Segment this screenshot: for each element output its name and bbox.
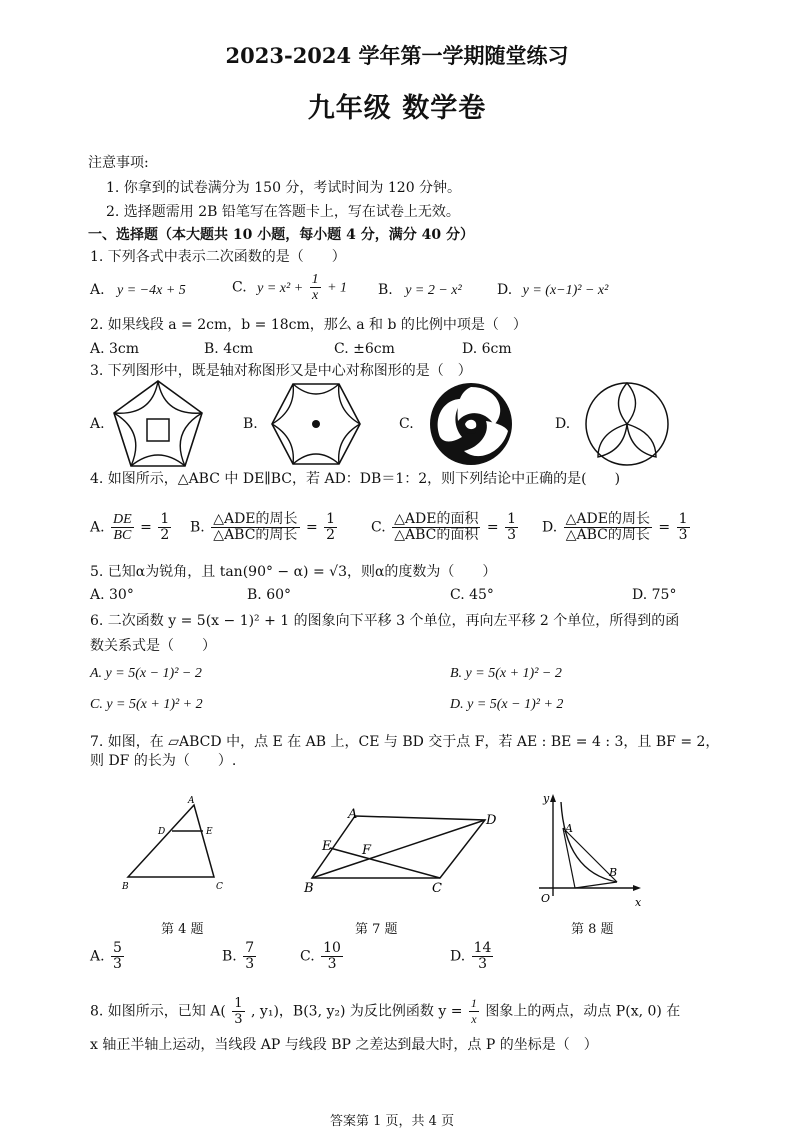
q1-c-fraction (310, 272, 321, 303)
q7-b-num: 7 (245, 940, 255, 956)
q4-a-right-den: 2 (160, 527, 170, 543)
q4-a-left-den: BC (113, 528, 132, 543)
q5-option-d: D. 75° (632, 587, 677, 603)
exam-title: 2023-2024 学年第一学期随堂练习 (225, 43, 569, 68)
fig7-label-b: B (304, 881, 314, 896)
q1-b-label: B. (378, 282, 393, 298)
q6-option-b: B. y = 5(x + 1)² − 2 (450, 666, 562, 681)
q1-d-label: D. (497, 282, 513, 298)
q5-option-a: A. 30° (90, 587, 134, 603)
figure-4-triangle (118, 797, 228, 907)
q5-option-c: C. 45° (450, 587, 494, 603)
fig4-caption: 第 4 题 (161, 922, 204, 937)
q3-figure-d (584, 381, 670, 467)
q8-stem-line2: x 轴正半轴上运动，当线段 AP 与线段 BP 之差达到最大时，点 P 的坐标是（ ） (90, 1037, 598, 1053)
q4-d-right-num: 1 (678, 511, 688, 527)
q4-c-fraction-right (505, 512, 518, 543)
q4-b-equals: = (305, 519, 318, 536)
q7-option-c (300, 941, 345, 972)
q5-option-b: B. 60° (247, 587, 292, 603)
page-footer: 答案第 1 页，共 4 页 (330, 1114, 455, 1129)
q1-stem: 1. 下列各式中表示二次函数的是（ ） (90, 249, 346, 265)
q7-b-den: 3 (245, 956, 255, 972)
q4-b-right-num: 1 (326, 511, 336, 527)
notice-item-1: 1. 你拿到的试卷满分为 150 分，考试时间为 120 分钟。 (106, 180, 462, 196)
fig8-label-o: O (541, 892, 551, 905)
q4-d-left-num: △ADE的周长 (565, 511, 650, 527)
q8-function-den: x (471, 1012, 477, 1026)
figure-7-parallelogram (300, 808, 510, 898)
q8-stem-part-c: 图象上的两点，动点 P(x, 0) 在 (485, 1003, 681, 1020)
q2-option-a: A. 3cm (90, 341, 140, 357)
q5-stem: 5. 已知α为锐角，且 tan(90° − α) = √3，则α的度数为（ ） (90, 564, 497, 580)
q7-option-b (222, 941, 258, 972)
q3-figure-a (110, 378, 206, 472)
q4-c-right-num: 1 (507, 511, 517, 527)
q4-a-fraction-left (111, 512, 134, 543)
q4-a-label: A. (90, 519, 105, 536)
q7-c-fraction (321, 941, 343, 972)
q6-stem-line1: 6. 二次函数 y = 5(x − 1)² + 1 的图象向下平移 3 个单位，再向左平移 2 个单位，所得到的函 (90, 613, 680, 629)
fig8-label-x: x (635, 896, 642, 909)
fig7-caption: 第 7 题 (355, 922, 398, 937)
q4-d-label: D. (542, 519, 558, 536)
q7-option-d (450, 941, 495, 972)
q4-b-right-den: 2 (326, 527, 336, 543)
q1-c-expr-part2: + 1 (327, 280, 348, 296)
q4-c-right-den: 3 (507, 527, 517, 543)
q4-option-b (190, 512, 339, 543)
q4-b-left-num: △ADE的周长 (213, 511, 298, 527)
q4-c-left-den: △ABC的面积 (394, 527, 479, 543)
q4-d-left-den: △ABC的周长 (565, 527, 650, 543)
q6-stem-line2: 数关系式是（ ） (90, 638, 216, 654)
q3-stem: 3. 下列图形中，既是轴对称图形又是中心对称图形的是（ ） (90, 363, 472, 379)
fig8-label-a: A (565, 822, 573, 835)
q7-d-label: D. (450, 948, 466, 965)
q7-c-label: C. (300, 948, 315, 965)
fig7-label-c: C (432, 881, 442, 896)
q6-option-a: A. y = 5(x − 1)² − 2 (90, 666, 202, 681)
q4-option-d (542, 512, 692, 543)
exam-subtitle: 九年级 数学卷 (307, 93, 487, 124)
q1-a-expr: y = −4x + 5 (117, 283, 186, 298)
q7-a-num: 5 (113, 940, 122, 956)
q4-c-fraction-left (392, 512, 480, 543)
q7-d-num: 14 (473, 940, 492, 956)
fig4-label-e: E (206, 827, 213, 837)
q3-label-c: C. (399, 416, 414, 432)
q3-label-d: D. (555, 416, 571, 432)
q4-option-a (90, 512, 173, 543)
q7-d-fraction (472, 941, 494, 972)
q1-a-label: A. (90, 282, 105, 298)
q7-a-den: 3 (113, 956, 122, 972)
q4-d-equals: = (658, 519, 671, 536)
q7-c-num: 10 (323, 940, 341, 956)
q2-option-c: C. ±6cm (334, 341, 395, 357)
q3-label-a: A. (90, 416, 105, 432)
section-heading: 一、选择题（本大题共 10 小题，每小题 4 分，满分 40 分） (88, 227, 474, 243)
fig7-label-e: E (322, 839, 332, 854)
fig4-label-c: C (216, 882, 223, 892)
q8-a-x-fraction (232, 996, 244, 1027)
q3-figure-b (270, 380, 362, 468)
q7-d-den: 3 (478, 956, 488, 972)
fig8-caption: 第 8 题 (571, 922, 614, 937)
q4-a-right-num: 1 (160, 511, 170, 527)
q3-label-b: B. (243, 416, 258, 432)
q7-option-a (90, 941, 126, 972)
q1-c-frac-den: x (312, 288, 319, 303)
q4-a-equals: = (140, 519, 152, 536)
q4-b-fraction-right (324, 512, 337, 543)
q1-c-expr-part1: y = x² + (257, 280, 304, 296)
fig7-label-d: D (486, 813, 497, 828)
fig8-label-y: y (543, 792, 550, 805)
notice-heading: 注意事项: (88, 155, 149, 171)
q7-stem-line2: 则 DF 的长为（ ）. (90, 753, 237, 769)
q4-d-fraction-left (564, 512, 652, 543)
q1-d-expr: y = (x−1)² − x² (522, 283, 609, 298)
q8-a-x-num: 1 (234, 996, 243, 1011)
q4-d-fraction-right (677, 512, 690, 543)
q6-option-c: C. y = 5(x + 1)² + 2 (90, 697, 203, 712)
q7-b-label: B. (222, 948, 237, 965)
q8-stem-part-b: , y₁)，B(3, y₂) 为反比例函数 y = (251, 1003, 463, 1020)
fig7-label-f: F (362, 843, 372, 858)
q2-option-d: D. 6cm (462, 341, 512, 357)
q4-d-right-den: 3 (678, 527, 688, 543)
q8-stem-part-a: 8. 如图所示，已知 A( (90, 1003, 226, 1020)
q1-option-c (232, 272, 347, 303)
q1-c-label: C. (232, 279, 247, 296)
fig8-label-b: B (609, 866, 618, 879)
fig4-label-a: A (188, 796, 195, 806)
q4-c-equals: = (486, 519, 499, 536)
q8-a-x-den: 3 (234, 1012, 243, 1027)
q4-stem: 4. 如图所示，△ABC 中 DE∥BC，若 AD：DB＝1：2，则下列结论中正确的是( ) (90, 471, 621, 487)
q7-b-fraction (243, 941, 256, 972)
q4-c-label: C. (371, 519, 386, 536)
q1-option-d (497, 282, 608, 299)
fig4-label-b: B (122, 882, 129, 892)
fig4-label-d: D (158, 827, 166, 837)
q7-stem-line1: 7. 如图，在 ▱ABCD 中，点 E 在 AB 上，CE 与 BD 交于点 F，若 AE : BE = 4 : 3，且 BF = 2， (90, 734, 720, 750)
q6-option-d: D. y = 5(x − 1)² + 2 (450, 697, 564, 712)
q7-a-label: A. (90, 948, 105, 965)
q7-a-fraction (111, 941, 124, 972)
q1-option-a (90, 282, 186, 299)
q2-stem: 2. 如果线段 a = 2cm，b = 18cm，那么 a 和 b 的比例中项是（ ） (90, 317, 527, 333)
notice-item-2: 2. 选择题需用 2B 铅笔写在答题卡上，写在试卷上无效。 (106, 204, 460, 220)
q1-option-b (378, 282, 462, 299)
q7-c-den: 3 (327, 956, 337, 972)
fig7-label-a: A (348, 807, 358, 822)
q8-function-num: 1 (470, 996, 477, 1010)
q4-b-left-den: △ABC的周长 (213, 527, 298, 543)
q1-b-expr: y = 2 − x² (405, 283, 462, 298)
q2-option-b: B. 4cm (204, 341, 254, 357)
q1-c-frac-num: 1 (311, 272, 319, 287)
q4-a-fraction-right (158, 512, 171, 543)
q4-c-left-num: △ADE的面积 (394, 511, 479, 527)
q3-figure-c (428, 381, 514, 467)
q4-b-label: B. (190, 519, 205, 536)
q8-function-fraction (469, 996, 479, 1027)
figure-8-graph (525, 788, 645, 908)
q4-b-fraction-left (211, 512, 299, 543)
q4-a-left-num: DE (113, 512, 132, 527)
q4-option-c (371, 512, 520, 543)
q8-stem-line1 (90, 996, 680, 1027)
